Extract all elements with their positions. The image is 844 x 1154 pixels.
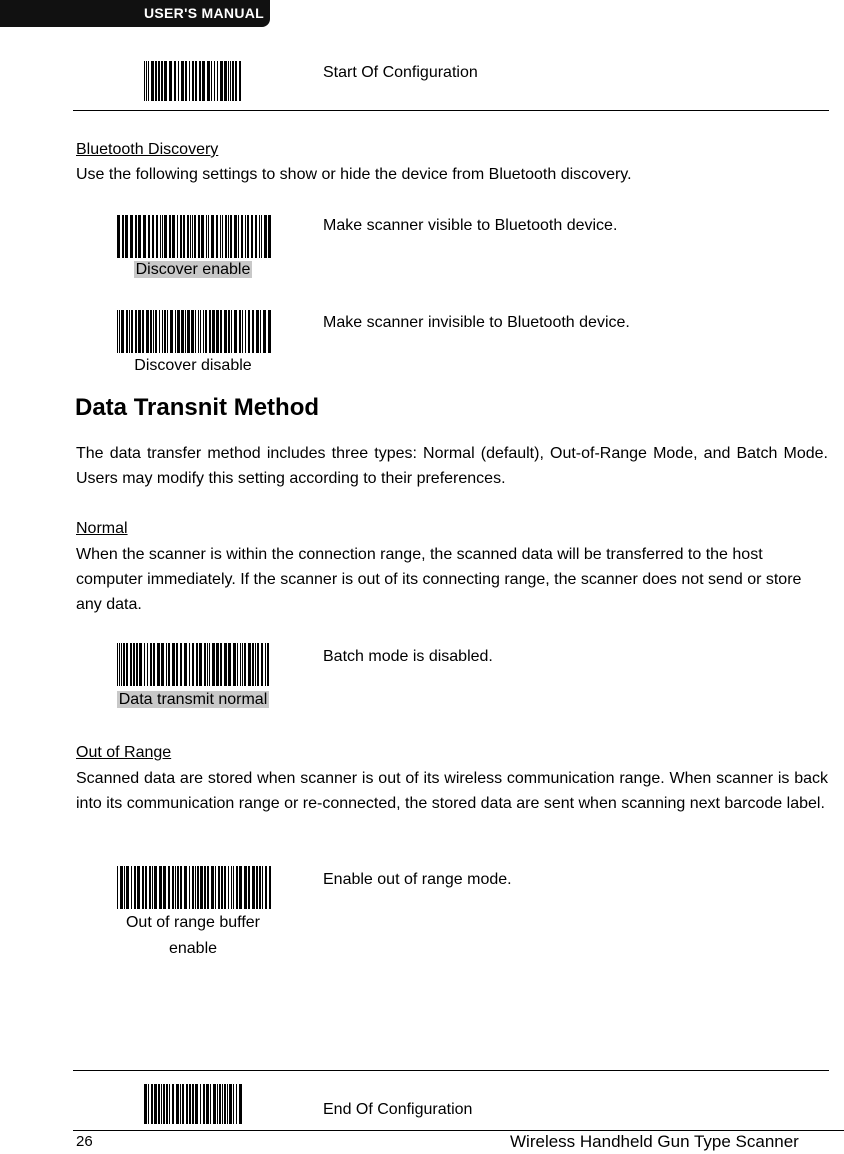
bluetooth-discovery-heading: Bluetooth Discovery (76, 141, 219, 158)
page-number: 26 (76, 1133, 93, 1150)
section-title: Data Transnit Method (75, 394, 320, 421)
out-of-range-heading: Out of Range (76, 744, 172, 761)
discover-disable-caption: Discover disable (134, 357, 252, 374)
section-intro: The data transfer method includes three types: Normal (default), Out-of-Range Mode, and Batch Mode. Users may modify this setting according to their preferences. (76, 445, 828, 487)
out-of-range-enable-caption (83, 910, 303, 962)
out-of-range-enable-barcode (117, 866, 272, 909)
end-config-barcode (144, 1084, 242, 1124)
end-config-label: End Of Configuration (323, 1101, 473, 1118)
normal-heading: Normal (76, 520, 128, 537)
out-of-range-caption-line2: enable (168, 940, 218, 957)
footer-divider (73, 1130, 844, 1131)
discover-enable-caption: Discover enable (135, 261, 251, 278)
start-config-barcode (144, 61, 242, 101)
discover-disable-barcode (117, 310, 272, 353)
bluetooth-discovery-description: Use the following settings to show or hide the device from Bluetooth discovery. (76, 166, 632, 183)
data-transmit-normal-barcode (117, 643, 272, 686)
manual-header-tab (0, 0, 270, 27)
start-config-label: Start Of Configuration (323, 64, 478, 81)
data-transmit-normal-text: Batch mode is disabled. (323, 648, 493, 665)
discover-enable-text: Make scanner visible to Bluetooth device. (323, 217, 618, 234)
footer-product-title: Wireless Handheld Gun Type Scanner (510, 1132, 799, 1151)
top-divider (73, 110, 829, 111)
normal-description: When the scanner is within the connection range, the scanned data will be transferred to the host computer immediately. If the scanner is out of its connecting range, the scanner does not send or store any data. (76, 546, 802, 613)
bottom-divider (73, 1070, 829, 1071)
manual-label: USER'S MANUAL (143, 5, 264, 21)
out-of-range-description: Scanned data are stored when scanner is out of its wireless communication range. When scanner is back into its communication range or re-connected, the stored data are sent when scanning next barcode label. (76, 770, 828, 812)
data-transmit-normal-caption: Data transmit normal (118, 691, 268, 708)
discover-disable-text: Make scanner invisible to Bluetooth device. (323, 314, 630, 331)
out-of-range-enable-text: Enable out of range mode. (323, 871, 512, 888)
out-of-range-caption-line1: Out of range buffer (125, 914, 260, 931)
discover-enable-barcode (117, 215, 272, 258)
